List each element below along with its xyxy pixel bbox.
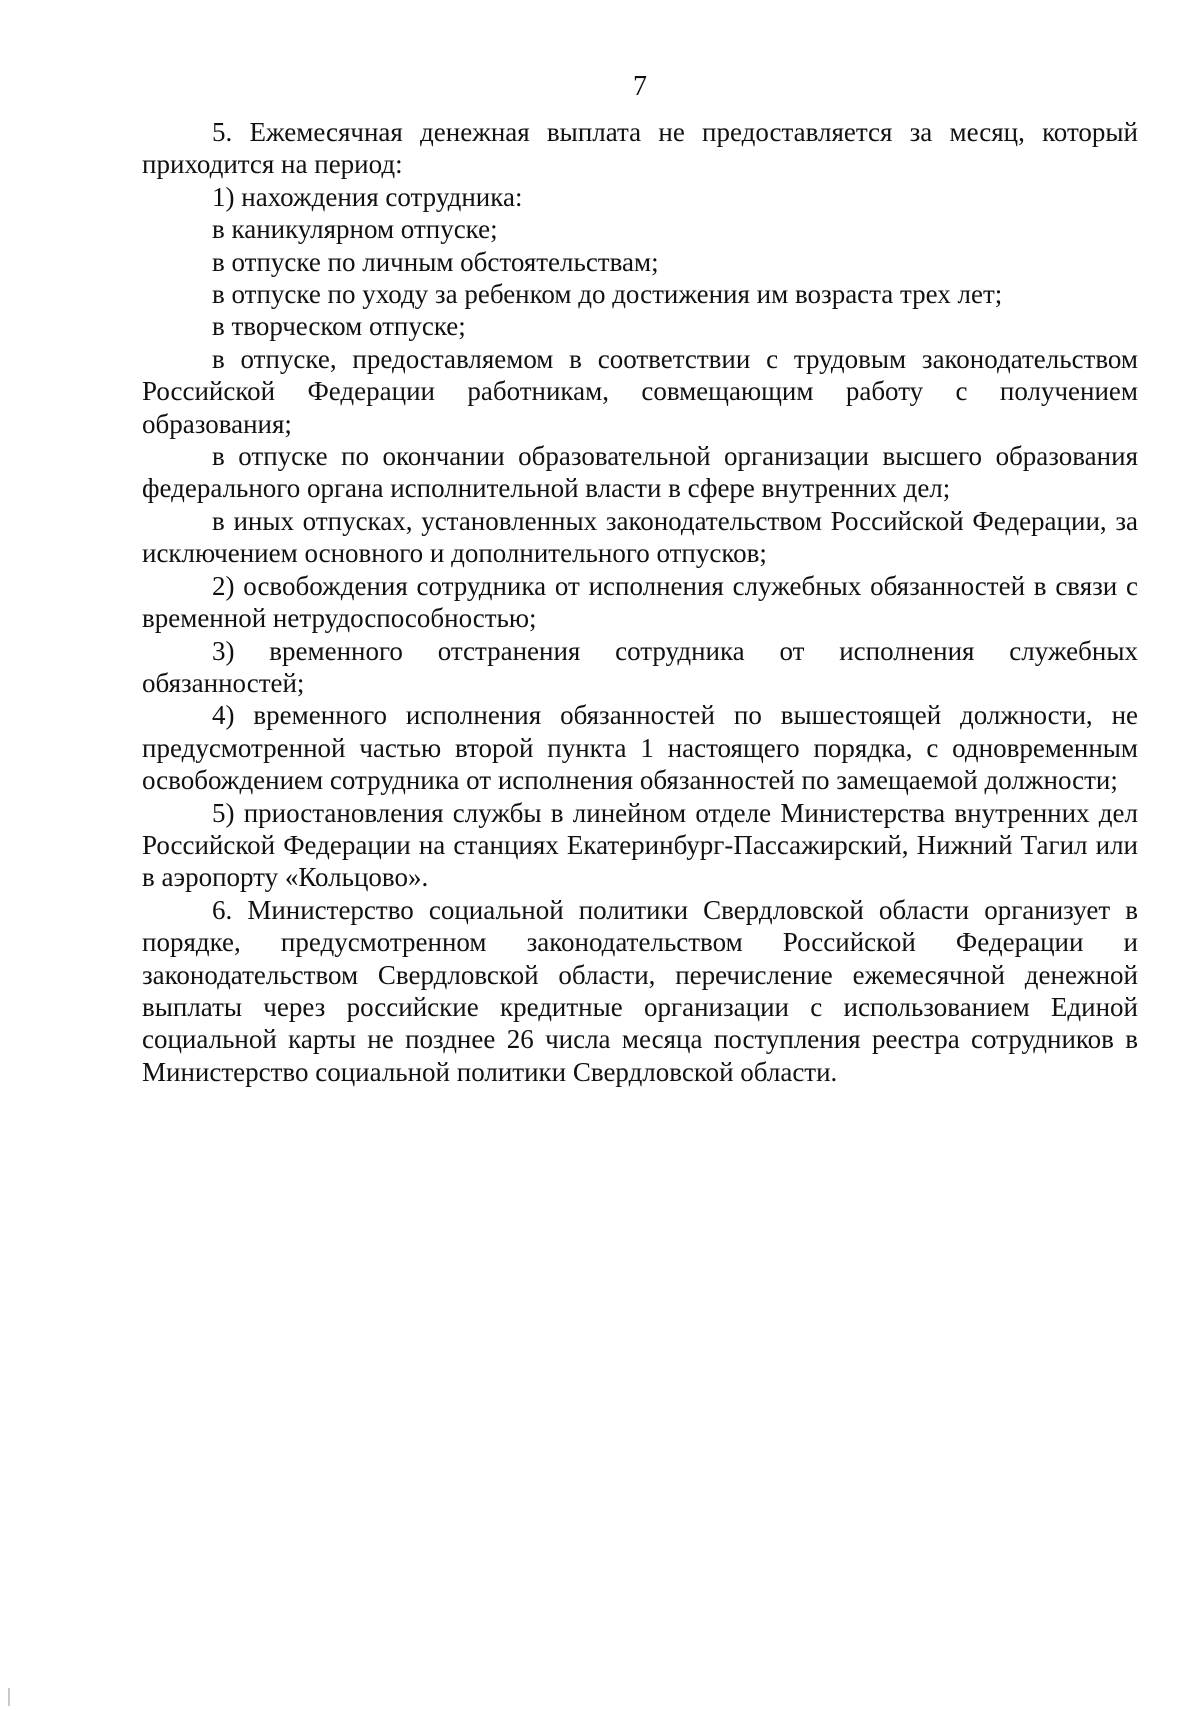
sub-item-education-leave: в отпуске, предоставляемом в соответствии с трудовым законодательством Российской Федерации работникам, совмещающим работу с получением образования; [142,343,1138,439]
sub-item-graduation-leave: в отпуске по окончании образовательной организации высшего образования федерального органа исполнительной власти в сфере внутренних дел; [142,441,1138,504]
scan-edge-mark [8,1688,10,1706]
sub-item-childcare-leave: в отпуске по уходу за ребенком до достижения им возраста трех лет; [212,279,1003,310]
sub-item-vacation-holiday: в каникулярном отпуске; [212,214,498,245]
sub-item-personal-leave: в отпуске по личным обстоятельствам; [212,246,659,277]
page-number: 7 [633,71,647,102]
list-item-2: 2) освобождения сотрудника от исполнения служебных обязанностей в связи с временной нетрудоспособностью; [142,570,1138,634]
document-body [142,116,1138,1088]
list-item-1: 1) нахождения сотрудника: [212,181,523,212]
sub-item-other-leave: в иных отпусках, установленных законодательством Российской Федерации, за исключением основного и дополнительного отпусков; [142,505,1138,569]
paragraph-6: 6. Министерство социальной политики Свердловской области организует в порядке, предусмотренном законодательством Российской Федерации и законодательством Свердловской области, перечисление ежемесячной денежной выплаты через российские кредитные организации с использованием Единой социальной карты не позднее 26 числа месяца поступления реестра сотрудников в Министерство социальной политики Свердловской области. [142,894,1138,1087]
list-item-4: 4) временного исполнения обязанностей по вышестоящей должности, не предусмотренной частью второй пункта 1 настоящего порядка, с одновременным освобождением сотрудника от исполнения обязанностей по замещаемой должности; [142,700,1138,796]
list-item-5: 5) приостановления службы в линейном отделе Министерства внутренних дел Российской Федерации на станциях Екатеринбург-Пассажирский, Нижний Тагил или в аэропорту «Кольцово». [142,797,1138,893]
paragraph-5-intro: 5. Ежемесячная денежная выплата не предоставляется за месяц, который приходится на период: [142,117,1138,180]
list-item-3: 3) временного отстранения сотрудника от исполнения служебных обязанностей; [142,635,1138,698]
sub-item-creative-leave: в творческом отпуске; [212,311,466,342]
